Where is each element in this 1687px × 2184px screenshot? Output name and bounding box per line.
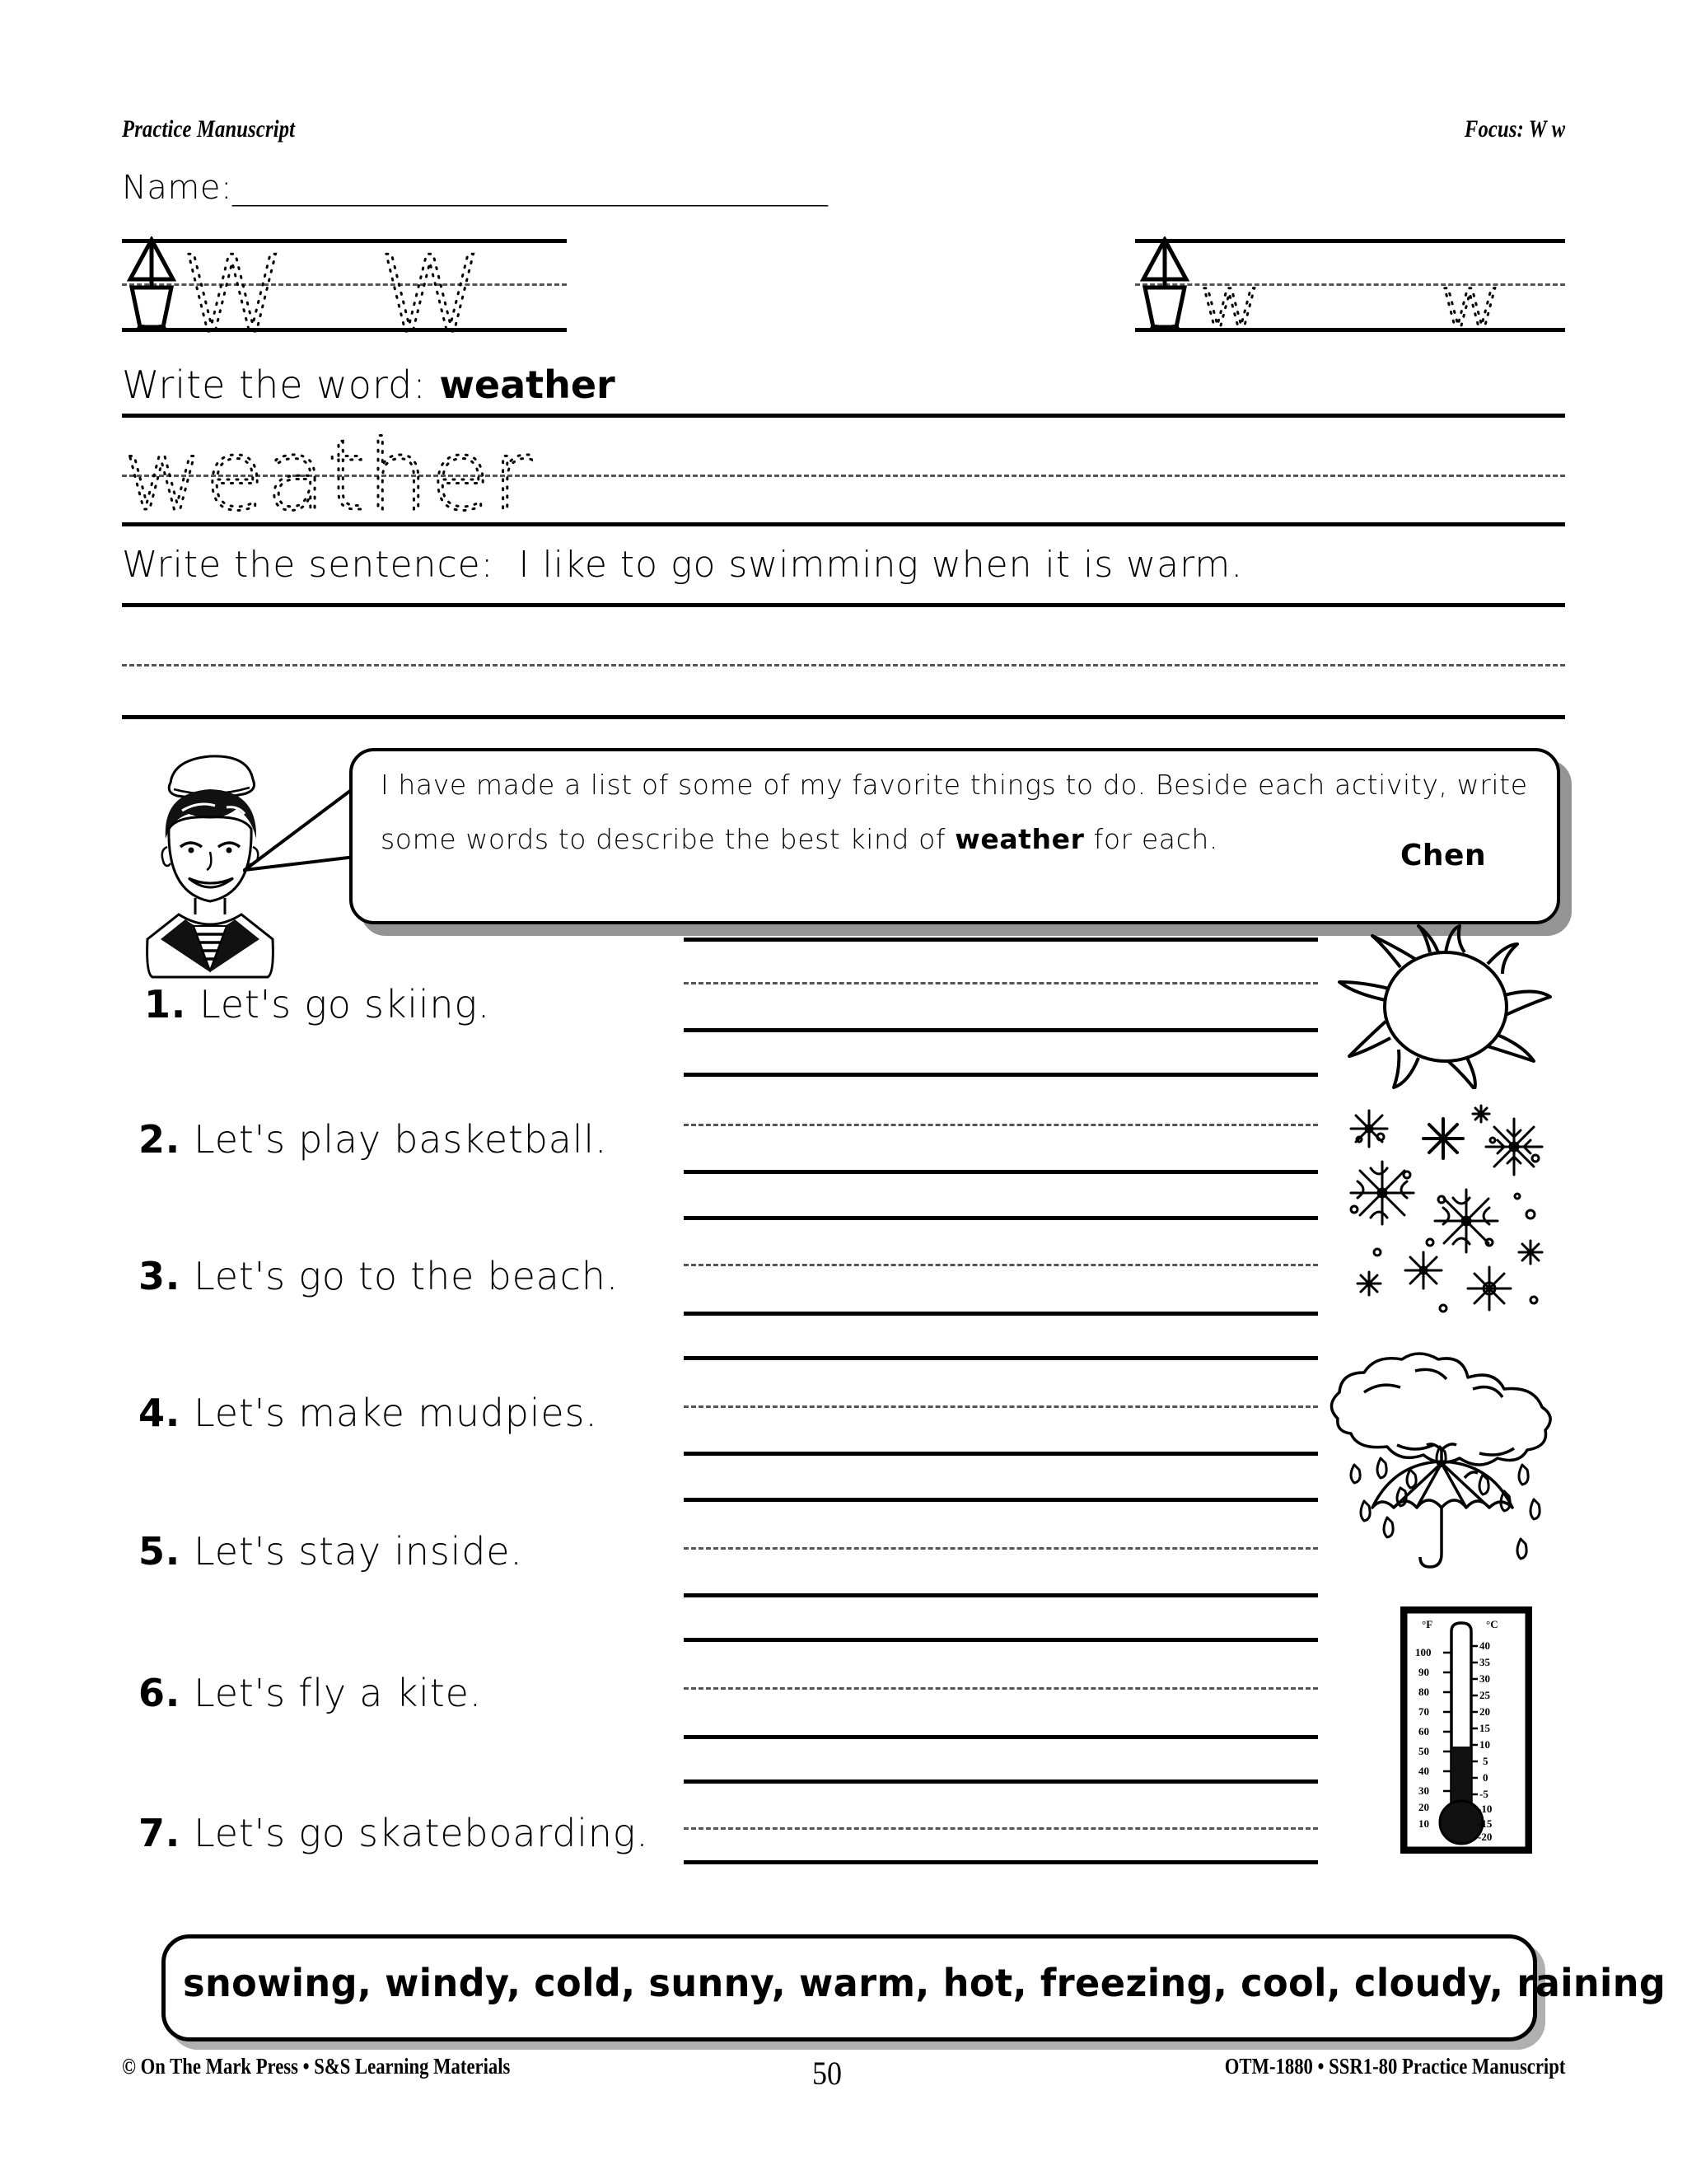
svg-text:90: 90 bbox=[1418, 1666, 1429, 1678]
header-focus-right: Focus: W w bbox=[1464, 115, 1565, 143]
item-number: 3. bbox=[138, 1254, 181, 1298]
rain-cloud-umbrella-icon bbox=[1318, 1343, 1565, 1574]
svg-text:25: 25 bbox=[1479, 1689, 1490, 1701]
answer-line-top[interactable] bbox=[684, 1498, 1318, 1502]
answer-line-top[interactable] bbox=[684, 1216, 1318, 1220]
speech-bubble-text bbox=[381, 758, 1534, 867]
write-sentence-prompt bbox=[122, 544, 1243, 586]
speech-line-1: I have made a list of some of my favorite things to do. Beside each activity, write bbox=[381, 769, 1528, 801]
item-text: Let's fly a kite. bbox=[194, 1671, 483, 1715]
svg-text:70: 70 bbox=[1418, 1705, 1429, 1718]
speech-bubble-signature: Chen bbox=[1400, 839, 1487, 872]
list-item bbox=[138, 1529, 523, 1574]
answer-line-base[interactable] bbox=[684, 1312, 1318, 1316]
item-text: Let's make mudpies. bbox=[194, 1391, 598, 1435]
item-text: Let's go to the beach. bbox=[194, 1254, 619, 1298]
answer-line-mid[interactable] bbox=[684, 1264, 1318, 1266]
sentence-line-base[interactable] bbox=[122, 715, 1565, 719]
answer-line-base[interactable] bbox=[684, 1452, 1318, 1456]
list-item bbox=[138, 1117, 607, 1162]
answer-line-top[interactable] bbox=[684, 938, 1318, 942]
svg-text:-10: -10 bbox=[1478, 1803, 1493, 1815]
answer-line-mid[interactable] bbox=[684, 982, 1318, 984]
svg-text:15: 15 bbox=[1479, 1722, 1490, 1734]
answer-line-mid[interactable] bbox=[684, 1547, 1318, 1550]
svg-text:35: 35 bbox=[1479, 1656, 1490, 1668]
answer-line-top[interactable] bbox=[684, 1779, 1318, 1784]
trace-w-lower-1: w bbox=[1199, 264, 1262, 346]
weather-trace-word[interactable] bbox=[124, 410, 634, 534]
footer-copyright: © On The Mark Press • S&S Learning Materials bbox=[122, 2054, 511, 2079]
svg-text:0: 0 bbox=[1483, 1771, 1488, 1784]
name-label: Name: bbox=[122, 169, 232, 207]
name-input-rule[interactable]: ______________________________________ bbox=[231, 169, 827, 207]
answer-line-top[interactable] bbox=[684, 1356, 1318, 1360]
svg-text:-20: -20 bbox=[1478, 1831, 1493, 1843]
item-number: 7. bbox=[138, 1811, 181, 1855]
item-text: Let's go skiing. bbox=[199, 982, 491, 1027]
list-item bbox=[138, 1254, 619, 1298]
write-word-label: Write the word: bbox=[122, 362, 427, 407]
write-sentence-label: Write the sentence: bbox=[122, 544, 494, 586]
speech-line-2-part-b: for each. bbox=[1084, 823, 1218, 855]
answer-line-base[interactable] bbox=[684, 1028, 1318, 1032]
start-dot-arrow-icon bbox=[122, 236, 180, 330]
sentence-line-top bbox=[122, 603, 1565, 607]
svg-text:30: 30 bbox=[1418, 1784, 1429, 1797]
svg-text:40: 40 bbox=[1418, 1765, 1429, 1777]
sentence-line-mid[interactable] bbox=[122, 664, 1565, 666]
item-number: 2. bbox=[138, 1117, 181, 1162]
start-dot-arrow-icon bbox=[1135, 236, 1193, 330]
trace-w-2: W bbox=[379, 234, 484, 341]
item-number: 6. bbox=[138, 1671, 181, 1715]
thermometer-c-label: °C bbox=[1486, 1618, 1498, 1630]
svg-text:5: 5 bbox=[1483, 1755, 1488, 1767]
svg-text:-5: -5 bbox=[1479, 1788, 1488, 1800]
svg-text:60: 60 bbox=[1418, 1725, 1429, 1737]
speech-bubble-tail bbox=[243, 781, 358, 892]
thermometer-icon bbox=[1400, 1606, 1532, 1854]
footer-product-code: OTM-1880 • SSR1-80 Practice Manuscript bbox=[1224, 2054, 1565, 2079]
answer-line-mid[interactable] bbox=[684, 1687, 1318, 1690]
sun-icon bbox=[1326, 924, 1565, 1089]
list-item bbox=[138, 1391, 598, 1435]
answer-line-mid[interactable] bbox=[684, 1124, 1318, 1126]
trace-weather: weather bbox=[124, 419, 534, 532]
name-field[interactable] bbox=[122, 169, 827, 207]
target-sentence: I like to go swimming when it is warm. bbox=[518, 544, 1244, 586]
svg-text:10: 10 bbox=[1479, 1738, 1490, 1751]
answer-line-base[interactable] bbox=[684, 1735, 1318, 1739]
item-number: 5. bbox=[138, 1529, 181, 1574]
item-text: Let's stay inside. bbox=[194, 1529, 523, 1574]
speech-line-2-part-a: some words to describe the best kind of bbox=[381, 823, 956, 855]
target-word: weather bbox=[439, 362, 615, 407]
snowflakes-icon bbox=[1326, 1096, 1565, 1326]
trace-w-lower-2: w bbox=[1440, 264, 1502, 346]
speech-line-2 bbox=[381, 812, 1534, 867]
answer-line-top[interactable] bbox=[684, 1638, 1318, 1642]
answer-line-base[interactable] bbox=[684, 1170, 1318, 1174]
thermometer-f-label: °F bbox=[1422, 1618, 1433, 1630]
answer-line-mid[interactable] bbox=[684, 1827, 1318, 1830]
item-number: 4. bbox=[138, 1391, 181, 1435]
trace-w-1: W bbox=[181, 234, 286, 341]
answer-line-mid[interactable] bbox=[684, 1405, 1318, 1408]
word-bank-words: snowing, windy, cold, sunny, warm, hot, freezing, cool, cloudy, raining bbox=[183, 1961, 1666, 2005]
svg-text:20: 20 bbox=[1479, 1705, 1490, 1718]
svg-text:80: 80 bbox=[1418, 1686, 1429, 1698]
answer-line-top[interactable] bbox=[684, 1073, 1318, 1077]
answer-line-base[interactable] bbox=[684, 1860, 1318, 1864]
svg-text:100: 100 bbox=[1415, 1646, 1432, 1658]
svg-text:20: 20 bbox=[1418, 1801, 1429, 1813]
list-item bbox=[144, 982, 490, 1027]
page-header bbox=[122, 115, 1565, 148]
lowercase-w-trace-letters bbox=[1199, 264, 1562, 346]
svg-text:10: 10 bbox=[1418, 1817, 1429, 1830]
item-text: Let's go skateboarding. bbox=[194, 1811, 649, 1855]
list-item bbox=[138, 1811, 649, 1855]
uppercase-letter-practice-strip[interactable] bbox=[122, 234, 567, 341]
svg-text:40: 40 bbox=[1479, 1639, 1490, 1652]
lowercase-letter-practice-strip[interactable] bbox=[1135, 239, 1565, 346]
speech-line-2-bold-weather: weather bbox=[955, 823, 1085, 855]
header-title-left: Practice Manuscript bbox=[122, 115, 296, 143]
item-number: 1. bbox=[144, 982, 187, 1027]
uppercase-w-trace-letters bbox=[181, 234, 568, 341]
svg-text:-15: -15 bbox=[1478, 1817, 1493, 1830]
item-text: Let's play basketball. bbox=[194, 1117, 608, 1162]
svg-text:30: 30 bbox=[1479, 1672, 1490, 1685]
page-number: 50 bbox=[812, 2055, 842, 2092]
page-footer bbox=[122, 2054, 1565, 2092]
write-word-prompt bbox=[122, 362, 615, 407]
answer-line-base[interactable] bbox=[684, 1593, 1318, 1597]
svg-text:50: 50 bbox=[1418, 1745, 1429, 1757]
list-item bbox=[138, 1671, 482, 1715]
